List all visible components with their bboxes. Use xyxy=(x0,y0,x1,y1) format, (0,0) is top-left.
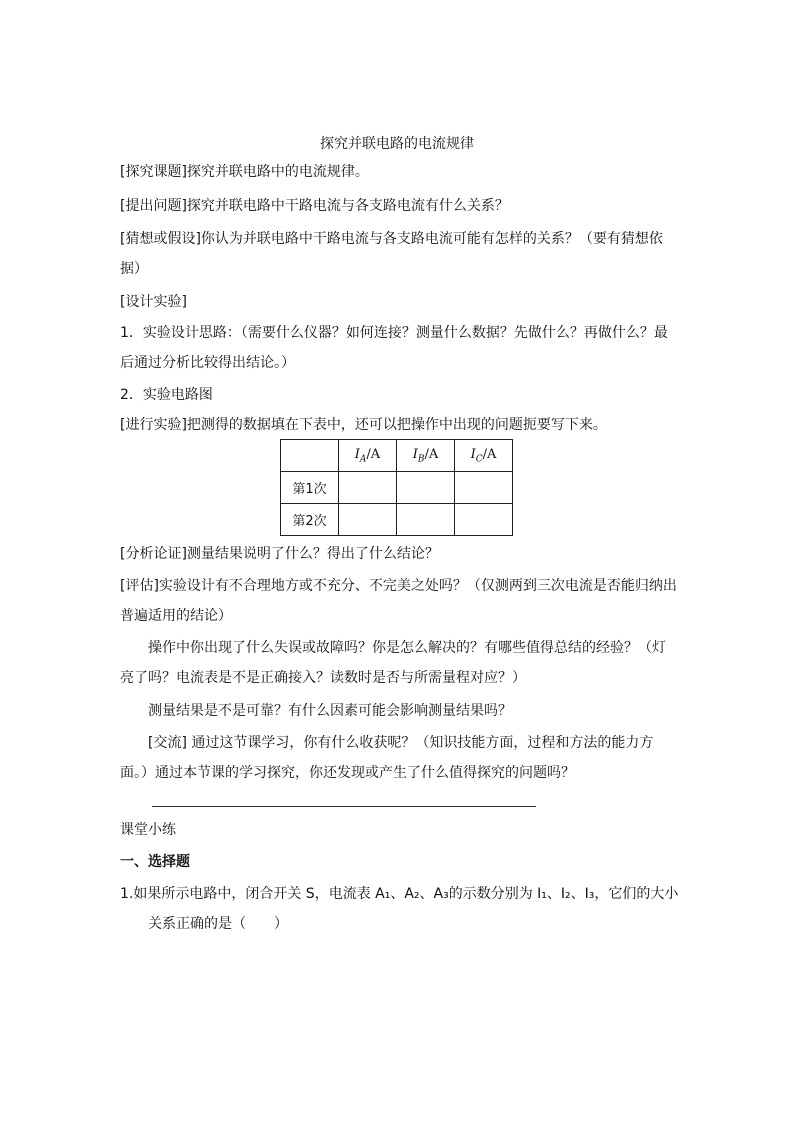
table-cell xyxy=(339,504,397,536)
table-cell xyxy=(397,504,455,536)
reliability-line: 测量结果是不是可靠？有什么因素可能会影响测量结果吗？ xyxy=(148,703,512,719)
data-table xyxy=(280,439,513,536)
design-step-1-line-2: 后通过分析比较得出结论。） xyxy=(120,355,295,371)
table-row xyxy=(281,504,513,536)
table-corner-cell xyxy=(281,440,339,472)
hypothesis-line-1: [猜想或假设]你认为并联电路中干路电流与各支路电流可能有怎样的关系？（要有猜想依 xyxy=(120,231,663,247)
exchange-line-2: 面。）通过本节课的学习探究，你还发现或产生了什么值得探究的问题吗？ xyxy=(120,765,575,781)
question-1-line-1: 1.如果所示电路中，闭合开关 S，电流表 A₁、A₂、A₃的示数分别为 I₁、I₂、I₃，它们的大小 xyxy=(120,886,679,902)
design-heading: [设计实验] xyxy=(120,294,187,310)
table-row-label: 第1次 xyxy=(281,472,339,504)
practice-heading: 课堂小练 xyxy=(120,822,176,838)
conduct-line: [进行实验]把测得的数据填在下表中，还可以把操作中出现的问题扼要写下来。 xyxy=(120,417,607,433)
question-line: [提出问题]探究并联电路中干路电流与各支路电流有什么关系？ xyxy=(120,198,509,214)
hypothesis-line-2: 据） xyxy=(120,261,148,277)
evaluation-line-1: [评估]实验设计有不合理地方或不充分、不完美之处吗？（仅测两到三次电流是否能归纳出 xyxy=(120,578,677,594)
table-header-cell: $I_A/A$ xyxy=(339,440,397,472)
table-cell xyxy=(397,472,455,504)
evaluation-line-2: 普遍适用的结论） xyxy=(120,608,232,624)
topic-line: [探究课题]探究并联电路中的电流规律。 xyxy=(120,164,369,180)
operation-line-1: 操作中你出现了什么失误或故障吗？你是怎么解决的？有哪些值得总结的经验？（灯 xyxy=(148,640,666,656)
table-row xyxy=(281,472,513,504)
analysis-line: [分析论证]测量结果说明了什么？得出了什么结论？ xyxy=(120,546,439,562)
design-step-2: 2．实验电路图 xyxy=(120,387,213,403)
question-1-line-2: 关系正确的是（ ） xyxy=(148,916,288,932)
answer-underline xyxy=(152,806,536,807)
design-step-1-line-1: 1．实验设计思路：（需要什么仪器？如何连接？测量什么数据？先做什么？再做什么？最 xyxy=(120,325,668,341)
section-heading: 一、选择题 xyxy=(120,854,190,870)
table-cell xyxy=(455,504,513,536)
table-row-label: 第2次 xyxy=(281,504,339,536)
table-header-row xyxy=(281,440,513,472)
table-cell xyxy=(339,472,397,504)
page-title: 探究并联电路的电流规律 xyxy=(320,136,474,152)
table-header-cell: $I_C/A$ xyxy=(455,440,513,472)
table-cell xyxy=(455,472,513,504)
operation-line-2: 亮了吗？电流表是不是正确接入？读数时是否与所需量程对应？） xyxy=(120,670,526,686)
exchange-line-1: [交流] 通过这节课学习，你有什么收获呢？（知识技能方面，过程和方法的能力方 xyxy=(148,735,654,751)
table-header-cell: $I_B/A$ xyxy=(397,440,455,472)
